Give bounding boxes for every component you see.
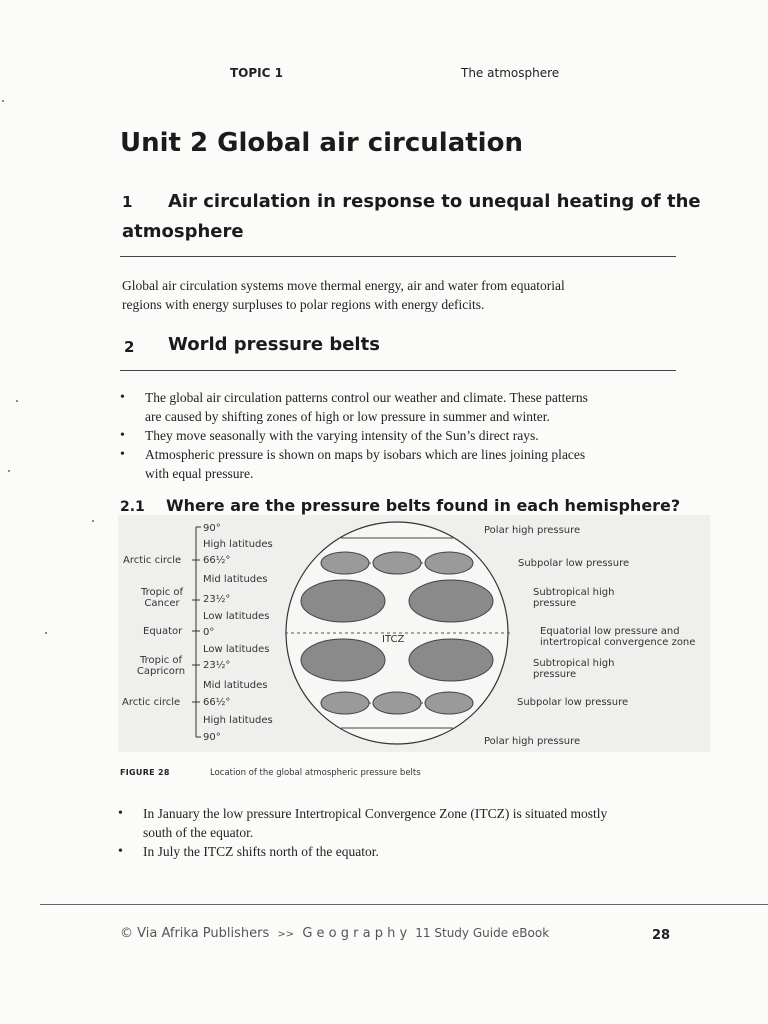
- label-subtropical-high-south: [533, 658, 614, 680]
- label-itcz: ITCZ: [382, 634, 405, 645]
- topic-label: TOPIC 1: [230, 66, 283, 80]
- scale-0: 0°: [203, 627, 215, 638]
- label-tropic-capricorn-line1: Tropic of: [139, 655, 183, 666]
- bullet-3-line1: • Atmospheric pressure is shown on maps by isobars which are lines joining places: [145, 447, 586, 462]
- bullet-3-line2: with equal pressure.: [145, 466, 254, 481]
- label-subtropical-high-north: [533, 587, 614, 609]
- list-item: [118, 842, 688, 861]
- subpolar-low-cell: [321, 552, 369, 574]
- footer-copyright: © Via Afrika Publishers: [120, 926, 270, 941]
- footer-subject: G e o g r a p h y: [302, 926, 408, 941]
- scale-low-latitudes-south: Low latitudes: [203, 644, 270, 655]
- scale-low-latitudes-north: Low latitudes: [203, 611, 270, 622]
- scale-90-top: 90°: [203, 523, 221, 534]
- itcz-bullet-1-line2: south of the equator.: [143, 825, 254, 840]
- label-subpolar-low-top: Subpolar low pressure: [518, 558, 630, 569]
- subpolar-low-cell: [373, 552, 421, 574]
- label-equatorial-low-line2: intertropical convergence zone: [540, 637, 696, 648]
- footer-separator: >>: [277, 929, 295, 940]
- scale-high-latitudes-bottom: High latitudes: [203, 715, 273, 726]
- scale-high-latitudes-top: High latitudes: [203, 539, 273, 550]
- section-1-title-line1: Air circulation in response to unequal heating of the: [168, 191, 701, 212]
- scan-speck: [2, 100, 4, 102]
- bullet-1-line2: are caused by shifting zones of high or low pressure in summer and winter.: [145, 409, 550, 424]
- label-tropic-cancer-line1: Tropic of: [140, 587, 184, 598]
- label-subtropical-high-south-line2: pressure: [533, 669, 577, 680]
- scale-23-south: 23½°: [203, 660, 231, 671]
- scale-mid-latitudes-north: Mid latitudes: [203, 574, 268, 585]
- label-tropic-cancer-line2: Cancer: [144, 598, 180, 609]
- page-number: 28: [652, 928, 671, 943]
- label-tropic-capricorn-line2: Capricorn: [136, 666, 186, 677]
- subpolar-low-cell: [425, 692, 473, 714]
- scale-66-south: 66½°: [203, 697, 231, 708]
- scale-66-north: 66½°: [203, 555, 231, 566]
- itcz-bullet-2-line1: • In July the ITCZ shifts north of the equator.: [143, 844, 379, 859]
- scan-speck: [8, 470, 10, 472]
- footer-book: 11 Study Guide eBook: [415, 926, 550, 940]
- section-1-number: 1: [122, 193, 133, 211]
- label-subtropical-high-south-line1: Subtropical high: [533, 658, 615, 669]
- label-tropic-cancer: [134, 587, 190, 609]
- section-1-paragraph-line2: regions with energy surpluses to polar regions with energy deficits.: [122, 297, 485, 312]
- footer-rule: [40, 904, 768, 905]
- label-arctic-circle-south: Arctic circle: [122, 697, 181, 708]
- subtropical-high-cell: [409, 639, 493, 681]
- page-title: Unit 2 Global air circulation: [120, 128, 523, 158]
- scale-23-north: 23½°: [203, 594, 231, 605]
- label-subtropical-high-north-line2: pressure: [533, 598, 577, 609]
- subtropical-high-cell: [301, 639, 385, 681]
- label-equatorial-low: [540, 626, 695, 648]
- subtropical-high-cell: [409, 580, 493, 622]
- scale-mid-latitudes-south: Mid latitudes: [203, 680, 268, 691]
- label-polar-high-top: Polar high pressure: [484, 525, 581, 536]
- section-2-number: 2: [124, 338, 135, 356]
- list-item: [118, 804, 688, 842]
- section-1-paragraph-line1: Global air circulation systems move thermal energy, air and water from equatorial: [122, 278, 565, 293]
- scan-speck: [92, 520, 94, 522]
- subpolar-low-cell: [373, 692, 421, 714]
- subpolar-low-cell: [425, 552, 473, 574]
- subsection-number: 2.1: [120, 499, 145, 515]
- subtropical-high-cell: [301, 580, 385, 622]
- label-subpolar-low-bottom: Subpolar low pressure: [517, 697, 629, 708]
- footer-text: [120, 926, 549, 941]
- scale-90-bottom: 90°: [203, 732, 221, 743]
- figure-caption-label: FIGURE 28: [120, 768, 170, 777]
- scan-speck: [45, 632, 47, 634]
- section-2-title: World pressure belts: [168, 334, 380, 355]
- label-equator: Equator: [143, 626, 183, 637]
- scan-speck: [16, 400, 18, 402]
- label-tropic-capricorn: [130, 655, 192, 677]
- figure-caption-text: Location of the global atmospheric pressure belts: [210, 768, 421, 778]
- label-equatorial-low-line1: Equatorial low pressure and: [540, 626, 680, 637]
- subpolar-low-cell: [321, 692, 369, 714]
- bullet-2-line1: • They move seasonally with the varying intensity of the Sun’s direct rays.: [145, 428, 539, 443]
- label-polar-high-bottom: Polar high pressure: [484, 736, 581, 747]
- section-label: The atmosphere: [461, 66, 560, 80]
- label-subtropical-high-north-line1: Subtropical high: [533, 587, 615, 598]
- itcz-bullet-list: [118, 804, 688, 861]
- subsection-title: Where are the pressure belts found in each hemisphere?: [166, 496, 681, 515]
- bullet-1-line1: • The global air circulation patterns control our weather and climate. These patterns: [145, 390, 588, 405]
- section-1-title-line2: atmosphere: [122, 221, 244, 242]
- label-arctic-circle-north: Arctic circle: [123, 555, 182, 566]
- itcz-bullet-1-line1: • In January the low pressure Intertropical Convergence Zone (ITCZ) is situated mostly: [143, 806, 608, 821]
